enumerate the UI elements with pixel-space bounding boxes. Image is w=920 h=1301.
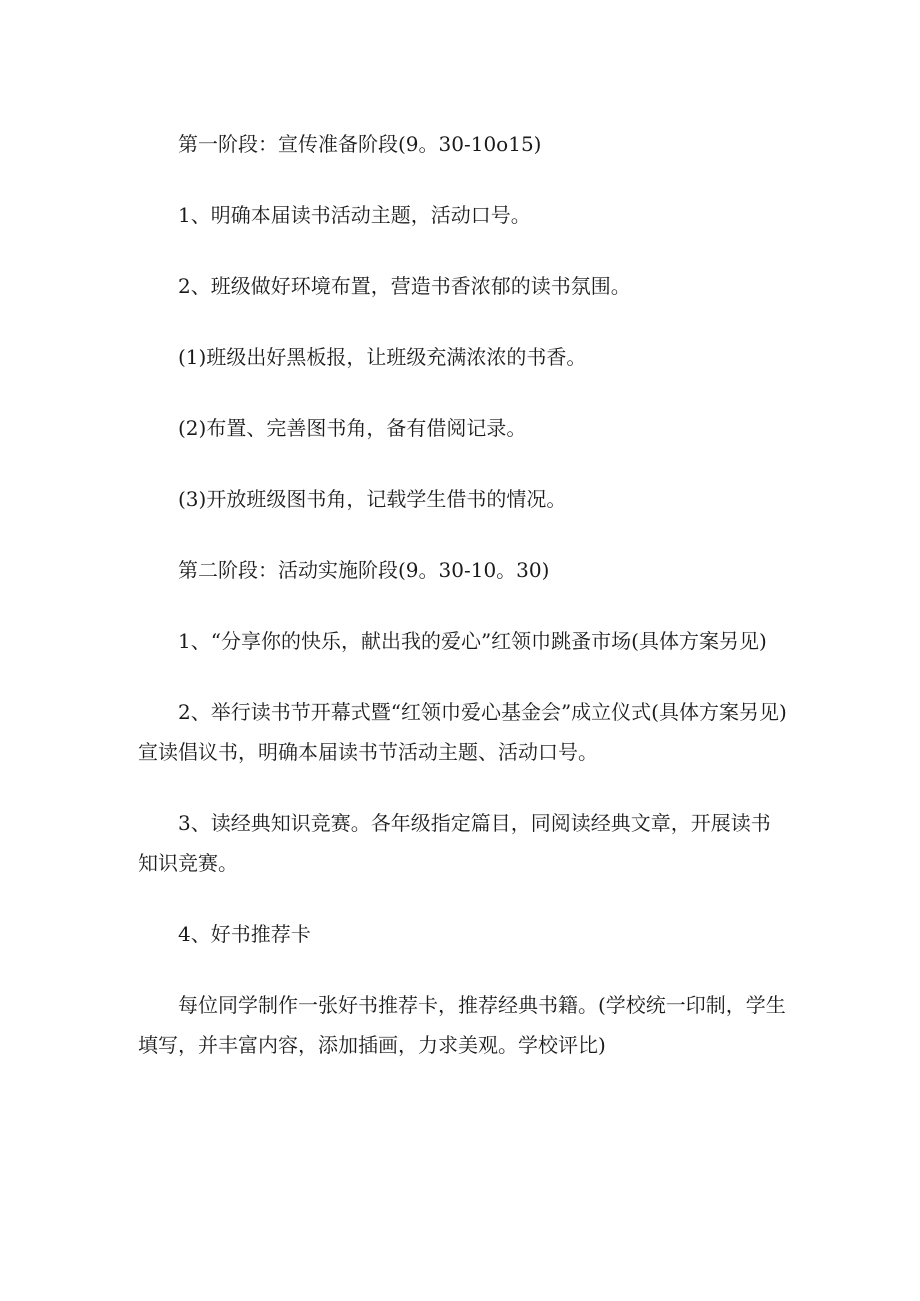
stage-one-item-1: 1、明确本届读书活动主题，活动口号。 bbox=[178, 203, 531, 227]
document-body bbox=[138, 124, 788, 1096]
stage-one-heading: 第一阶段：宣传准备阶段(9。30-10o15) bbox=[178, 132, 542, 156]
stage-two-item-3: 3、读经典知识竞赛。各年级指定篇目，同阅读经典文章，开展读书知识竞赛。 bbox=[138, 811, 771, 875]
stage-one-subitem-3: (3)开放班级图书角，记载学生借书的情况。 bbox=[178, 487, 567, 511]
stage-two-item-2: 2、举行读书节开幕式暨“红领巾爱心基金会”成立仪式(具体方案另见)宣读倡议书，明确本届读书节活动主题、活动口号。 bbox=[138, 700, 787, 764]
book-card-description: 每位同学制作一张好书推荐卡，推荐经典书籍。(学校统一印制，学生填写，并丰富内容，添加插画，力求美观。学校评比) bbox=[138, 993, 786, 1057]
stage-one-subitem-2: (2)布置、完善图书角，备有借阅记录。 bbox=[178, 416, 527, 440]
stage-one-item-2: 2、班级做好环境布置，营造书香浓郁的读书氛围。 bbox=[178, 274, 631, 298]
stage-two-item-4: 4、好书推荐卡 bbox=[178, 922, 311, 946]
stage-one-subitem-1: (1)班级出好黑板报，让班级充满浓浓的书香。 bbox=[178, 345, 587, 369]
stage-two-item-1: 1、“分享你的快乐，献出我的爱心”红领巾跳蚤市场(具体方案另见) bbox=[178, 629, 767, 653]
stage-two-heading: 第二阶段：活动实施阶段(9。30-10。30) bbox=[178, 558, 550, 582]
